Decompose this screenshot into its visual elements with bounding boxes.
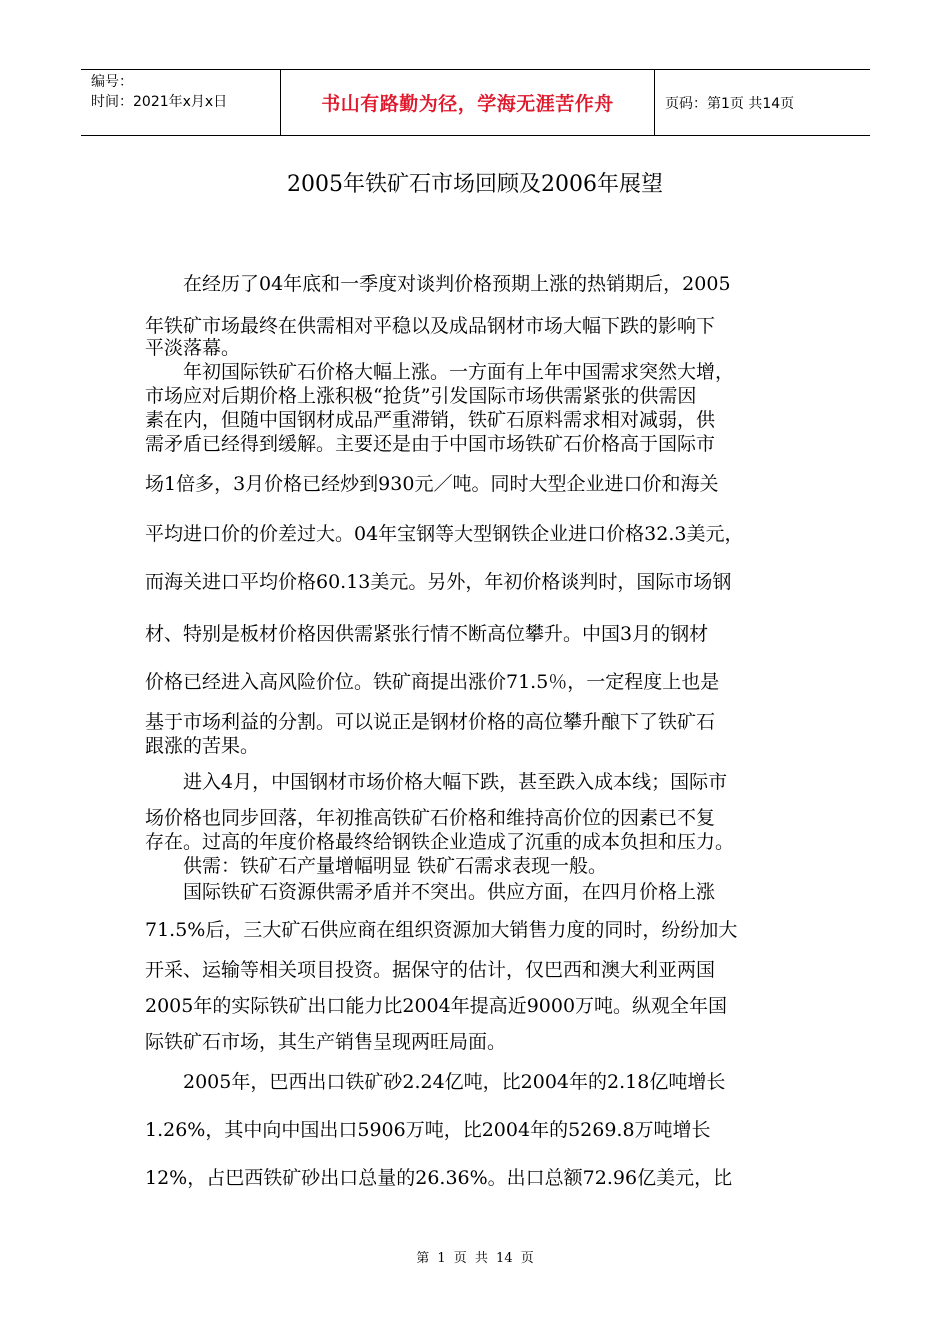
document-title: 2005年铁矿石市场回顾及2006年展望 xyxy=(287,172,663,197)
text-line: 需矛盾已经得到缓解。主要还是由于中国市场铁矿石价格高于国际市 xyxy=(145,433,716,455)
text-line: 1.26%，其中向中国出口5906万吨，比2004年的5269.8万吨增长 xyxy=(145,1119,711,1141)
text-line: 供需：铁矿石产量增幅明显 铁矿石需求表现一般。 xyxy=(145,855,608,877)
text-line: 跟涨的苦果。 xyxy=(145,735,260,757)
text-line: 价格已经进入高风险价位。铁矿商提出涨价71.5％，一定程度上也是 xyxy=(145,671,720,693)
number-label: 编号： xyxy=(91,74,133,90)
page-footer: 第 1 页 共 14 页 xyxy=(416,1251,534,1266)
text-line: 71.5%后，三大矿石供应商在组织资源加大销售力度的同时，纷纷加大 xyxy=(145,919,738,941)
text-line: 在经历了04年底和一季度对谈判价格预期上涨的热销期后，2005 xyxy=(145,273,731,295)
text-line: 存在。过高的年度价格最终给钢铁企业造成了沉重的成本负担和压力。 xyxy=(145,831,735,853)
text-line: 平淡落幕。 xyxy=(145,337,241,359)
text-line: 场价格也同步回落，年初推高铁矿石价格和维持高价位的因素已不复 xyxy=(145,807,716,829)
text-line: 年初国际铁矿石价格大幅上涨。一方面有上年中国需求突然大增， xyxy=(145,361,735,383)
date-label: 时间：2021年x月x日 xyxy=(91,94,228,110)
text-line: 开采、运输等相关项目投资。据保守的估计，仅巴西和澳大利亚两国 xyxy=(145,959,716,981)
header-table xyxy=(81,69,870,136)
page-info-text: 页码：第1页 共14页 xyxy=(665,95,795,112)
page-info-cell xyxy=(655,70,870,135)
text-line: 2005年的实际铁矿出口能力比2004年提高近9000万吨。纵观全年国 xyxy=(145,995,728,1017)
text-line: 平均进口价的价差过大。04年宝钢等大型钢铁企业进口价格32.3美元， xyxy=(145,523,744,545)
text-line: 际铁矿石市场，其生产销售呈现两旺局面。 xyxy=(145,1031,507,1053)
motto-text: 书山有路勤为径，学海无涯苦作舟 xyxy=(321,93,614,115)
text-line: 年铁矿市场最终在供需相对平稳以及成品钢材市场大幅下跌的影响下 xyxy=(145,315,716,337)
text-line: 12%，占巴西铁矿砂出口总量的26.36%。出口总额72.96亿美元，比 xyxy=(145,1167,733,1189)
text-line: 基于市场利益的分割。可以说正是钢材价格的高位攀升酿下了铁矿石 xyxy=(145,711,716,733)
text-line: 素在内，但随中国钢材成品严重滞销，铁矿石原料需求相对减弱，供 xyxy=(145,409,716,431)
text-line: 国际铁矿石资源供需矛盾并不突出。供应方面，在四月价格上涨 xyxy=(145,881,716,903)
text-line: 场1倍多，3月价格已经炒到930元／吨。同时大型企业进口价和海关 xyxy=(145,473,719,495)
header-meta-cell xyxy=(81,70,281,135)
text-line: 市场应对后期价格上涨积极“抢货”引发国际市场供需紧张的供需因 xyxy=(145,385,697,407)
text-line: 进入4月，中国钢材市场价格大幅下跌，甚至跌入成本线；国际市 xyxy=(145,771,728,793)
text-line: 而海关进口平均价格60.13美元。另外，年初价格谈判时，国际市场钢 xyxy=(145,571,732,593)
text-line: 2005年，巴西出口铁矿砂2.24亿吨，比2004年的2.18亿吨增长 xyxy=(145,1071,726,1093)
motto-cell xyxy=(281,70,655,135)
text-line: 材、特别是板材价格因供需紧张行情不断高位攀升。中国3月的钢材 xyxy=(145,623,709,645)
